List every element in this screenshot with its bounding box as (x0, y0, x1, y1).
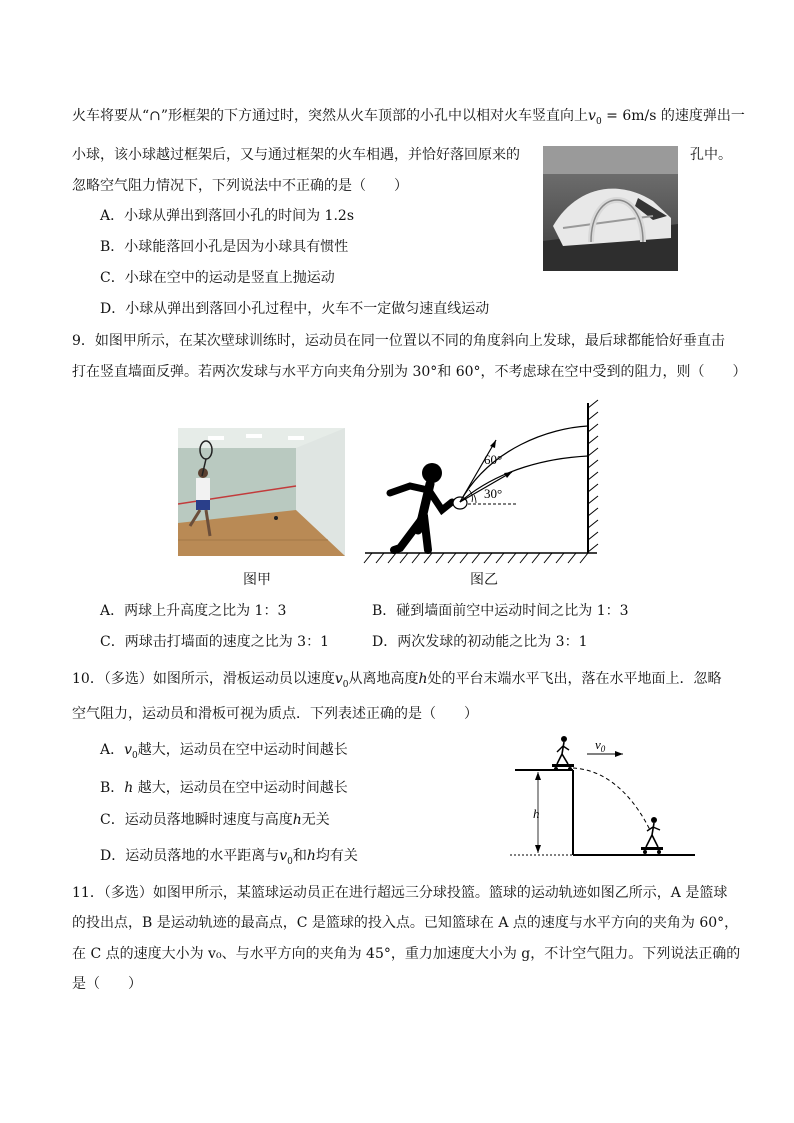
q8-option-c: C．小球在空中的运动是竖直上抛运动 (100, 270, 335, 286)
skateboard-diagram (505, 730, 700, 860)
q11-line-1: 11．（多选）如图甲所示，某篮球运动员正在进行超远三分球投篮。篮球的运动轨迹如图乙所示，A 是篮球 (72, 885, 728, 901)
figure-b-caption: 图乙 (470, 572, 498, 588)
train-photo (543, 146, 678, 271)
q10-option-b: B．h 越大，运动员在空中运动时间越长 (100, 780, 348, 796)
q10-option-a: A．$v_0$越大，运动员在空中运动时间越长 (100, 742, 348, 761)
angle-30-label: 30° (484, 486, 503, 501)
height-label: h (533, 806, 540, 821)
q9-option-d: D．两次发球的初动能之比为 3：1 (372, 634, 588, 650)
q9-line-2: 打在竖直墙面反弹。若两次发球与水平方向夹角分别为 30°和 60°，不考虑球在空中受到的阻力，则（ ） (72, 364, 747, 380)
squash-court-photo (178, 428, 345, 556)
figure-a-caption: 图甲 (243, 572, 271, 588)
q8-line-2-end: 孔中。 (690, 147, 732, 163)
squash-diagram (360, 398, 605, 568)
q10-line-2: 空气阻力，运动员和滑板可视为质点．下列表述正确的是（ ） (72, 706, 478, 722)
q9-option-c: C．两球击打墙面的速度之比为 3：1 (100, 634, 329, 650)
q11-line-3: 在 C 点的速度大小为 v₀、与水平方向的夹角为 45°，重力加速度大小为 g，不计空气阻力。下列说法正确的 (72, 946, 741, 962)
q9-option-b: B．碰到墙面前空中运动时间之比为 1：3 (372, 603, 629, 619)
q10-option-d: D．运动员落地的水平距离与$v_0$和h均有关 (100, 848, 358, 867)
angle-60-label: 60° (484, 452, 503, 467)
q9-option-a: A．两球上升高度之比为 1：3 (100, 603, 287, 619)
q11-line-2: 的投出点，B 是运动轨迹的最高点，C 是篮球的投入点。已知篮球在 A 点的速度与水平方向的夹角为 60°， (72, 915, 739, 931)
q11-line-4: 是（ ） (72, 976, 142, 992)
q8-option-d: D．小球从弹出到落回小孔过程中，火车不一定做匀速直线运动 (100, 301, 490, 317)
q10-option-c: C．运动员落地瞬时速度与高度h无关 (100, 812, 330, 828)
q8-line-1: 火车将要从“∩”形框架的下方通过时，突然从火车顶部的小孔中以相对火车竖直向上$v_0 = 6m/s$ 的速度弹出一 (72, 108, 745, 127)
q8-option-a: A．小球从弹出到落回小孔的时间为 1.2s (100, 208, 355, 224)
q9-line-1: 9．如图甲所示，在某次壁球训练时，运动员在同一位置以不同的角度斜向上发球，最后球都能恰好垂直击 (72, 333, 725, 349)
q8-option-b: B．小球能落回小孔是因为小球具有惯性 (100, 239, 349, 255)
q10-line-1: 10．（多选）如图所示，滑板运动员以速度$v_0$从离地高度h处的平台末端水平飞出，落在水平地面上．忽略 (72, 671, 722, 690)
q8-line-2: 小球，该小球越过框架后，又与通过框架的火车相遇，并恰好落回原来的 (72, 147, 520, 163)
q8-line-3: 忽略空气阻力情况下，下列说法中不正确的是（ ） (72, 178, 408, 194)
v0-label: $v_0$ (595, 737, 606, 754)
